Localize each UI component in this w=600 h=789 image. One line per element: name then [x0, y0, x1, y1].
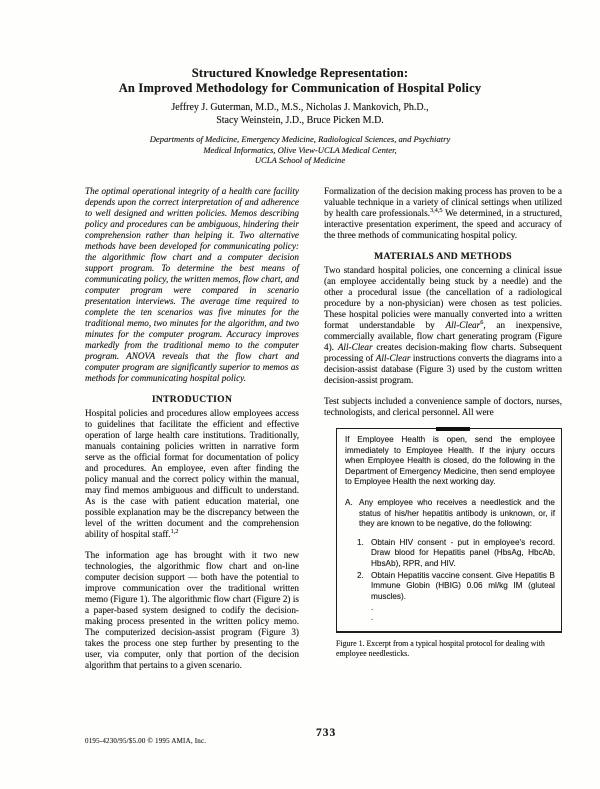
introduction-heading: INTRODUCTION — [151, 394, 233, 405]
allclear-italic-2: All-Clear — [337, 342, 373, 352]
body-columns — [85, 186, 562, 681]
protocol-item-a-label: A. — [345, 497, 353, 507]
author-list — [0, 102, 600, 127]
allclear-italic-3: All-Clear — [375, 353, 411, 363]
introduction-paragraph-2: The information age has brought with it two new technologies, the algorithmic flow chart and on-line computer decision support — both have the potential to improve communication over the traditional written memo (Figure 1). The algorithmic flow chart (Figure 2) is a paper-based system designed to codify the decision-making process presented in the written policy memo. The computerized decision-assist program (Figure 3) takes the process one step further by presenting to the user, via computer, only that portion of the decision algorithm that pertains to a given scenario. — [85, 550, 299, 670]
introduction-paragraph-1 — [85, 408, 299, 540]
methods-text-4: instructions converts the diagrams into a decision-assist database (Figure 3) used by the custom written decision-assist program. — [324, 353, 562, 385]
citation-superscript-3-4-5: 3,4,5 — [429, 206, 443, 214]
formalization-text-2: We determined, in a structured, interactive presentation experiment, the speed and accuracy of the three methods of communicating hospital policy. — [324, 208, 562, 240]
methods-heading: MATERIALS AND METHODS — [374, 251, 512, 262]
protocol-item-a-text: Any employee who receives a needlestick and the status of his/her hepatitis antibody is unknown, or, if they are known to be negative, do the following: — [359, 497, 555, 529]
affiliation-line2: Medical Informatics, Olive View-UCLA Medical Center, — [203, 144, 397, 155]
left-column — [85, 186, 299, 681]
figure1-protocol-box — [336, 428, 562, 633]
protocol-item-2 — [357, 571, 555, 603]
scan-artifact-mark — [436, 427, 470, 431]
methods-text-2: , an inexpensive, commercially available, flow chart generating program (Figure 4). — [324, 320, 562, 352]
paper-title-line2: An Improved Methodology for Communication of Hospital Policy — [118, 81, 482, 95]
methods-text-1: Two standard hospital policies, one concerning a clinical issue (an employee accidentally being stuck by a needle) and the other a procedural issue (the cancellation of a radiological procedure by a non-physician) were chosen as test policies. These hospital policies were manually converted into a written format understandable by — [324, 265, 562, 330]
affiliation — [0, 134, 600, 166]
methods-paragraph-1 — [324, 265, 562, 386]
protocol-intro-text: If Employee Health is open, send the employee immediately to Employee Health. If the injury occurs when Employee Health is closed, do the following in the Department of Emergency Medicine, then send employee to Employee Health the next working day. — [345, 435, 555, 487]
affiliation-line3: UCLA School of Medicine — [254, 155, 346, 165]
protocol-sublist — [357, 538, 555, 624]
affiliation-line1: Departments of Medicine, Emergency Medicine, Radiological Sciences, and Psychiatry — [149, 134, 451, 144]
paper-title-line1: Structured Knowledge Representation: — [191, 66, 409, 80]
test-subjects-paragraph: Test subjects included a convenience sample of doctors, nurses, technologists, and clerical personnel. All were — [324, 396, 562, 417]
citation-superscript-1-2: 1,2 — [170, 527, 179, 535]
citation-superscript-6: 6 — [480, 318, 484, 326]
figure1-caption: Figure 1. Excerpt from a typical hospital protocol for dealing with employee needlesticks. — [336, 639, 545, 658]
right-column — [324, 186, 562, 659]
formalization-text-1: Formalization of the decision making process has proven to be a valuable technique in a variety of clinical settings when utilized by health care professionals. — [324, 186, 562, 218]
methods-text-3: creates decision-making flow charts. Subsequent processing of — [324, 342, 562, 363]
protocol-item-1 — [357, 538, 555, 570]
protocol-item-2-label: 2. — [357, 570, 364, 580]
protocol-item-1-text: Obtain HIV consent - put in employee's record. Draw blood for Hepatitis panel (HbsAg, HbcAb, HbsAb), RPR, and HIV. — [371, 537, 555, 568]
paper-header — [0, 66, 600, 166]
protocol-item-2-text: Obtain Hepatitis vaccine consent. Give Hepatitis B Immune Globin (HBIG) 0.06 ml/kg IM (gluteal muscles). — [371, 570, 555, 601]
allclear-italic-1: All-Clear — [445, 320, 481, 330]
protocol-continuation-dot-2: . — [371, 613, 374, 623]
paper-title — [0, 66, 600, 96]
protocol-item-a — [345, 498, 555, 530]
formalization-paragraph — [324, 186, 562, 241]
page-number: 733 — [316, 727, 337, 739]
intro-p1-text: Hospital policies and procedures allow employees access to guidelines that facilitate the efficient and effective operation of large health care institutions. Traditionally, manuals containing policies written in narrative form serve as the official format for documentation of policy and procedures. An employee, even after finding the policy manual and the correct policy within the manual, may find memos ambiguous and difficult to understand. As is the case with patient education material, one possible explanation may be the discrepancy between the level of the written document and the comprehension ability of hospital staff. — [85, 408, 299, 539]
abstract-paragraph: The optimal operational integrity of a health care facility depends upon the correct interpretation of and adherence to well designed and written policies. Memos describing policy and procedures can be ambiguous, hindering their comprehension rather than helping it. Two alternative methods have been developed for communicating policy: the algorithmic flow chart and a computer decision support program. To determine the best means of communicating policy, the written memos, flow chart, and computer program were compared in scenario presentation interviews. The average time required to complete the ten scenarios was five minutes for the traditional memo, two minutes for the algorithm, and two minutes for the computer program. Accuracy improves markedly from the traditional memo to the computer program. ANOVA reveals that the flow chart and computer program are significantly superior to memos as methods for communicating hospital policy. — [85, 186, 299, 383]
author-line2: Stacy Weinstein, J.D., Bruce Picken M.D. — [216, 114, 384, 126]
copyright-line: 0195-4230/95/$5.00 © 1995 AMIA, Inc. — [85, 737, 207, 745]
author-line1: Jeffrey J. Guterman, M.D., M.S., Nicholas J. Mankovich, Ph.D., — [171, 102, 429, 113]
protocol-item-1-label: 1. — [357, 537, 364, 547]
protocol-continuation-dot-1: . — [371, 603, 374, 613]
